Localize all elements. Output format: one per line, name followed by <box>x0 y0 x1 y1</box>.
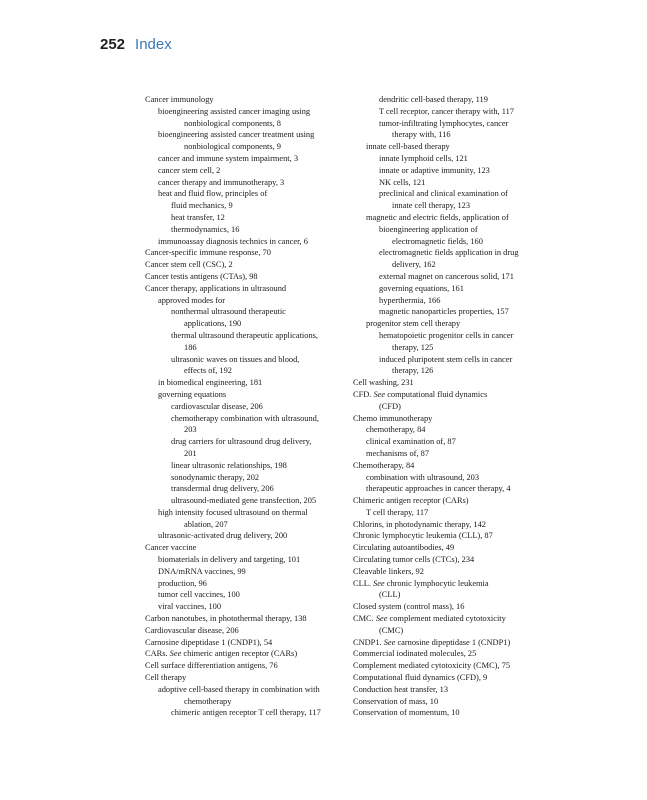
index-entry <box>353 365 558 377</box>
index-entry <box>353 106 558 118</box>
index-entry <box>353 129 558 141</box>
index-entry-text: CFD. <box>353 389 372 399</box>
index-entry <box>145 660 345 672</box>
index-entry-text: thermal ultrasound therapeutic applications, <box>171 330 318 340</box>
index-entry <box>353 566 558 578</box>
index-entry-text: effects of, 192 <box>184 366 232 376</box>
see-reference: See <box>383 637 396 647</box>
index-entry <box>145 684 345 696</box>
index-entry-text: DNA/mRNA vaccines, 99 <box>158 566 246 576</box>
index-entry-text: fluid mechanics, 9 <box>171 201 233 211</box>
index-entry-text: Carnosine dipeptidase 1 (CNDP1), 54 <box>145 637 273 647</box>
index-entry <box>145 259 345 271</box>
index-entry <box>353 141 558 153</box>
see-target: computational fluid dynamics <box>387 389 488 399</box>
index-entry-text: ultrasonic-activated drug delivery, 200 <box>158 531 288 541</box>
index-entry-text: therapy with, 116 <box>392 130 451 140</box>
index-entry-text: innate lymphoid cells, 121 <box>379 153 468 163</box>
index-entry-text: Cell surface differentiation antigens, 76 <box>145 661 278 671</box>
index-entry-text: ablation, 207 <box>184 519 228 529</box>
index-entry-text: electromagnetic fields, 160 <box>392 236 483 246</box>
index-entry-text: Cancer stem cell (CSC), 2 <box>145 260 233 270</box>
index-entry <box>353 424 558 436</box>
index-entry <box>353 413 558 425</box>
index-entry-text: viral vaccines, 100 <box>158 602 222 612</box>
index-entry <box>353 94 558 106</box>
index-entry-text: innate or adaptive immunity, 123 <box>379 165 490 175</box>
index-entry <box>145 118 345 130</box>
index-entry-text: innate cell-based therapy <box>366 142 450 152</box>
index-entry-text: sonodynamic therapy, 202 <box>171 472 260 482</box>
index-entry <box>145 295 345 307</box>
index-entry <box>145 542 345 554</box>
index-entry <box>353 625 558 637</box>
index-entry-text: innate cell therapy, 123 <box>392 201 471 211</box>
index-entry <box>145 601 345 613</box>
index-entry-text: cardiovascular disease, 206 <box>171 401 263 411</box>
index-entry <box>145 94 345 106</box>
index-entry-text: heat transfer, 12 <box>171 212 225 222</box>
index-entry <box>353 483 558 495</box>
index-entry-text: CARs. <box>145 649 168 659</box>
index-entry <box>145 672 345 684</box>
index-entry <box>145 106 345 118</box>
index-entry-text: Cancer immunology <box>145 95 214 104</box>
index-entry-text: bioengineering assisted cancer imaging using <box>158 106 311 116</box>
index-entry-text: nonbiological components, 8 <box>184 118 281 128</box>
index-entry-text: Cell washing, 231 <box>353 378 414 388</box>
index-entry <box>353 236 558 248</box>
index-entry-text: Conservation of mass, 10 <box>353 696 439 706</box>
index-entry-text: therapy, 125 <box>392 342 434 352</box>
index-entry-text: electromagnetic fields application in drug <box>379 248 519 258</box>
index-entry-text: cancer and immune system impairment, 3 <box>158 153 299 163</box>
index-entry <box>353 401 558 413</box>
index-entry <box>353 283 558 295</box>
index-entry-text: approved modes for <box>158 295 225 305</box>
index-entry <box>353 247 558 259</box>
index-entry <box>145 648 345 660</box>
index-entry <box>145 271 345 283</box>
index-entry <box>353 188 558 200</box>
index-entry-text: CNDP1. <box>353 637 382 647</box>
index-entry-text: Circulating tumor cells (CTCs), 234 <box>353 555 475 565</box>
index-entry <box>353 519 558 531</box>
index-entry <box>145 589 345 601</box>
index-entry <box>145 401 345 413</box>
index-entry <box>145 236 345 248</box>
see-target: chronic lymphocytic leukemia <box>386 578 489 588</box>
index-entry <box>353 436 558 448</box>
index-entry <box>145 507 345 519</box>
index-entry <box>353 507 558 519</box>
index-entry-text: clinical examination of, 87 <box>366 437 456 447</box>
index-entry <box>145 566 345 578</box>
index-entry-text: in biomedical engineering, 181 <box>158 378 263 388</box>
index-entry <box>145 330 345 342</box>
index-entry-text: cancer stem cell, 2 <box>158 165 221 175</box>
index-entry-text: magnetic and electric fields, application of <box>366 212 509 222</box>
index-entry <box>353 613 558 625</box>
index-entry-text: production, 96 <box>158 578 207 588</box>
index-entry-text: Cancer vaccine <box>145 543 197 553</box>
index-entry-text: Cancer-specific immune response, 70 <box>145 248 271 258</box>
index-entry <box>145 354 345 366</box>
index-entry-text: ultrasonic waves on tissues and blood, <box>171 354 300 364</box>
index-entry <box>145 530 345 542</box>
index-entry <box>145 200 345 212</box>
index-entry <box>145 377 345 389</box>
index-entry-text: (CFD) <box>379 401 401 411</box>
index-entry <box>353 530 558 542</box>
index-column-left <box>145 94 345 719</box>
index-entry <box>353 696 558 708</box>
index-entry-text: immunoassay diagnosis technics in cancer, 6 <box>158 236 308 246</box>
index-entry <box>353 707 558 719</box>
index-entry-text: chemotherapy combination with ultrasound, <box>171 413 319 423</box>
index-entry <box>145 554 345 566</box>
index-entry-text: thermodynamics, 16 <box>171 224 240 234</box>
index-entry-text: Cell therapy <box>145 673 187 683</box>
index-entry-text: CMC. <box>353 614 374 624</box>
index-entry-text: Chlorins, in photodynamic therapy, 142 <box>353 519 486 529</box>
index-entry <box>145 153 345 165</box>
index-entry <box>145 613 345 625</box>
index-entry <box>353 554 558 566</box>
index-entry-text: Conservation of momentum, 10 <box>353 708 460 718</box>
index-entry-text: mechanisms of, 87 <box>366 448 430 458</box>
index-entry-text: applications, 190 <box>184 319 242 329</box>
index-entry-text: high intensity focused ultrasound on thermal <box>158 507 308 517</box>
index-entry <box>145 483 345 495</box>
index-entry <box>145 129 345 141</box>
index-entry <box>145 342 345 354</box>
index-entry <box>353 224 558 236</box>
index-entry-text: hyperthermia, 166 <box>379 295 441 305</box>
index-entry <box>353 601 558 613</box>
index-entry-text: Cardiovascular disease, 206 <box>145 625 239 635</box>
index-column-right <box>353 94 558 719</box>
section-title: Index <box>135 36 172 53</box>
index-entry <box>353 472 558 484</box>
see-reference: See <box>373 389 386 399</box>
index-entry <box>353 684 558 696</box>
index-entry-text: bioengineering assisted cancer treatment using <box>158 130 315 140</box>
index-entry-text: progenitor stem cell therapy <box>366 319 461 329</box>
index-entry-text: transdermal drug delivery, 206 <box>171 484 274 494</box>
see-reference: See <box>375 614 388 624</box>
index-entry-text: ultrasound-mediated gene transfection, 205 <box>171 496 317 506</box>
index-entry <box>145 637 345 649</box>
index-entry-text: drug carriers for ultrasound drug delivery, <box>171 437 312 447</box>
index-entry <box>353 578 558 590</box>
index-entry <box>353 177 558 189</box>
index-entry-text: chemotherapy, 84 <box>366 425 426 435</box>
index-entry <box>145 424 345 436</box>
index-entry-text: bioengineering application of <box>379 224 478 234</box>
index-entry <box>353 259 558 271</box>
index-entry <box>145 188 345 200</box>
index-entry <box>353 318 558 330</box>
index-entry-text: (CMC) <box>379 625 404 635</box>
index-entry-text: (CLL) <box>379 590 401 600</box>
index-entry-text: governing equations <box>158 389 227 399</box>
index-entry <box>353 354 558 366</box>
index-entry-text: Carbon nanotubes, in photothermal therapy, 138 <box>145 614 307 624</box>
index-entry-text: Conduction heat transfer, 13 <box>353 684 449 694</box>
index-entry-text: Closed system (control mass), 16 <box>353 602 465 612</box>
index-entry-text: nonthermal ultrasound therapeutic <box>171 307 286 317</box>
index-entry <box>145 389 345 401</box>
index-entry-text: Chemo immunotherapy <box>353 413 433 423</box>
index-entry <box>145 436 345 448</box>
index-entry-text: Cancer testis antigens (CTAs), 98 <box>145 271 258 281</box>
index-entry <box>353 295 558 307</box>
index-entry <box>353 542 558 554</box>
index-entry-text: 203 <box>184 425 197 435</box>
index-entry <box>353 153 558 165</box>
index-entry <box>353 200 558 212</box>
index-entry <box>145 247 345 259</box>
index-entry-text: linear ultrasonic relationships, 198 <box>171 460 287 470</box>
index-entry <box>353 448 558 460</box>
index-entry <box>353 330 558 342</box>
index-entry <box>145 306 345 318</box>
index-entry <box>145 472 345 484</box>
index-entry-text: tumor cell vaccines, 100 <box>158 590 240 600</box>
index-entry <box>353 212 558 224</box>
index-entry <box>145 224 345 236</box>
index-entry-text: cancer therapy and immunotherapy, 3 <box>158 177 285 187</box>
index-entry-text: nonbiological components, 9 <box>184 142 281 152</box>
index-entry <box>353 637 558 649</box>
index-entry-text: CLL. <box>353 578 371 588</box>
index-entry <box>145 578 345 590</box>
index-entry <box>353 118 558 130</box>
index-entry <box>353 672 558 684</box>
index-entry-text: therapeutic approaches in cancer therapy, 4 <box>366 484 511 494</box>
index-entry-text: Chronic lymphocytic leukemia (CLL), 87 <box>353 531 493 541</box>
see-reference: See <box>373 578 385 588</box>
index-entry-text: delivery, 162 <box>392 260 436 270</box>
see-target: complement mediated cytotoxicity <box>389 614 506 624</box>
index-entry-text: preclinical and clinical examination of <box>379 189 508 199</box>
index-entry <box>353 306 558 318</box>
index-entry <box>145 448 345 460</box>
index-entry <box>353 460 558 472</box>
index-entry-text: hematopoietic progenitor cells in cancer <box>379 330 514 340</box>
index-entry-text: governing equations, 161 <box>379 283 464 293</box>
see-reference: See <box>169 649 182 659</box>
index-entry-text: external magnet on cancerous solid, 171 <box>379 271 514 281</box>
index-entry-text: Computational fluid dynamics (CFD), 9 <box>353 673 488 683</box>
index-entry <box>145 625 345 637</box>
page-header <box>100 36 172 53</box>
index-entry <box>145 696 345 708</box>
index-entry-text: Complement mediated cytotoxicity (CMC), 75 <box>353 661 511 671</box>
index-entry-text: T cell therapy, 117 <box>366 507 429 517</box>
index-entry-text: heat and fluid flow, principles of <box>158 189 268 199</box>
index-entry <box>353 165 558 177</box>
index-entry <box>353 342 558 354</box>
index-entry <box>145 165 345 177</box>
index-entry <box>145 365 345 377</box>
index-entry <box>145 141 345 153</box>
index-entry-text: Chimeric antigen receptor (CARs) <box>353 496 469 506</box>
index-entry-text: Chemotherapy, 84 <box>353 460 415 470</box>
index-entry <box>353 271 558 283</box>
index-entry-text: chimeric antigen receptor T cell therapy, 117 <box>171 708 321 718</box>
index-entry-text: therapy, 126 <box>392 366 434 376</box>
index-entry <box>145 318 345 330</box>
index-entry-text: 201 <box>184 448 197 458</box>
index-entry-text: magnetic nanoparticles properties, 157 <box>379 307 509 317</box>
index-entry-text: induced pluripotent stem cells in cancer <box>379 354 513 364</box>
index-entry-text: Cancer therapy, applications in ultrasound <box>145 283 287 293</box>
index-entry-text: chemotherapy <box>184 696 232 706</box>
index-entry-text: Commercial iodinated molecules, 25 <box>353 649 477 659</box>
index-entry <box>145 495 345 507</box>
index-entry <box>353 389 558 401</box>
index-entry <box>353 377 558 389</box>
index-entry-text: biomaterials in delivery and targeting, 101 <box>158 555 301 565</box>
index-entry <box>145 707 345 719</box>
index-entry-text: tumor-infiltrating lymphocytes, cancer <box>379 118 509 128</box>
index-entry <box>353 495 558 507</box>
index-entry-text: dendritic cell-based therapy, 119 <box>379 95 488 104</box>
index-entry <box>145 212 345 224</box>
index-entry-text: Circulating autoantibodies, 49 <box>353 543 455 553</box>
index-entry <box>145 413 345 425</box>
index-entry <box>145 177 345 189</box>
index-entry-text: adoptive cell-based therapy in combination with <box>158 684 320 694</box>
index-entry <box>145 519 345 531</box>
index-entry <box>145 460 345 472</box>
index-entry <box>353 589 558 601</box>
index-entry-text: 186 <box>184 342 197 352</box>
see-target: chimeric antigen receptor (CARs) <box>183 649 298 659</box>
index-entry-text: NK cells, 121 <box>379 177 426 187</box>
page-number: 252 <box>100 36 126 53</box>
index-entry <box>353 660 558 672</box>
see-target: carnosine dipeptidase 1 (CNDP1) <box>397 637 511 647</box>
index-entry-text: Cleavable linkers, 92 <box>353 566 424 576</box>
index-entry-text: combination with ultrasound, 203 <box>366 472 480 482</box>
index-entry <box>353 648 558 660</box>
index-entry-text: T cell receptor, cancer therapy with, 117 <box>379 106 514 116</box>
index-entry <box>145 283 345 295</box>
